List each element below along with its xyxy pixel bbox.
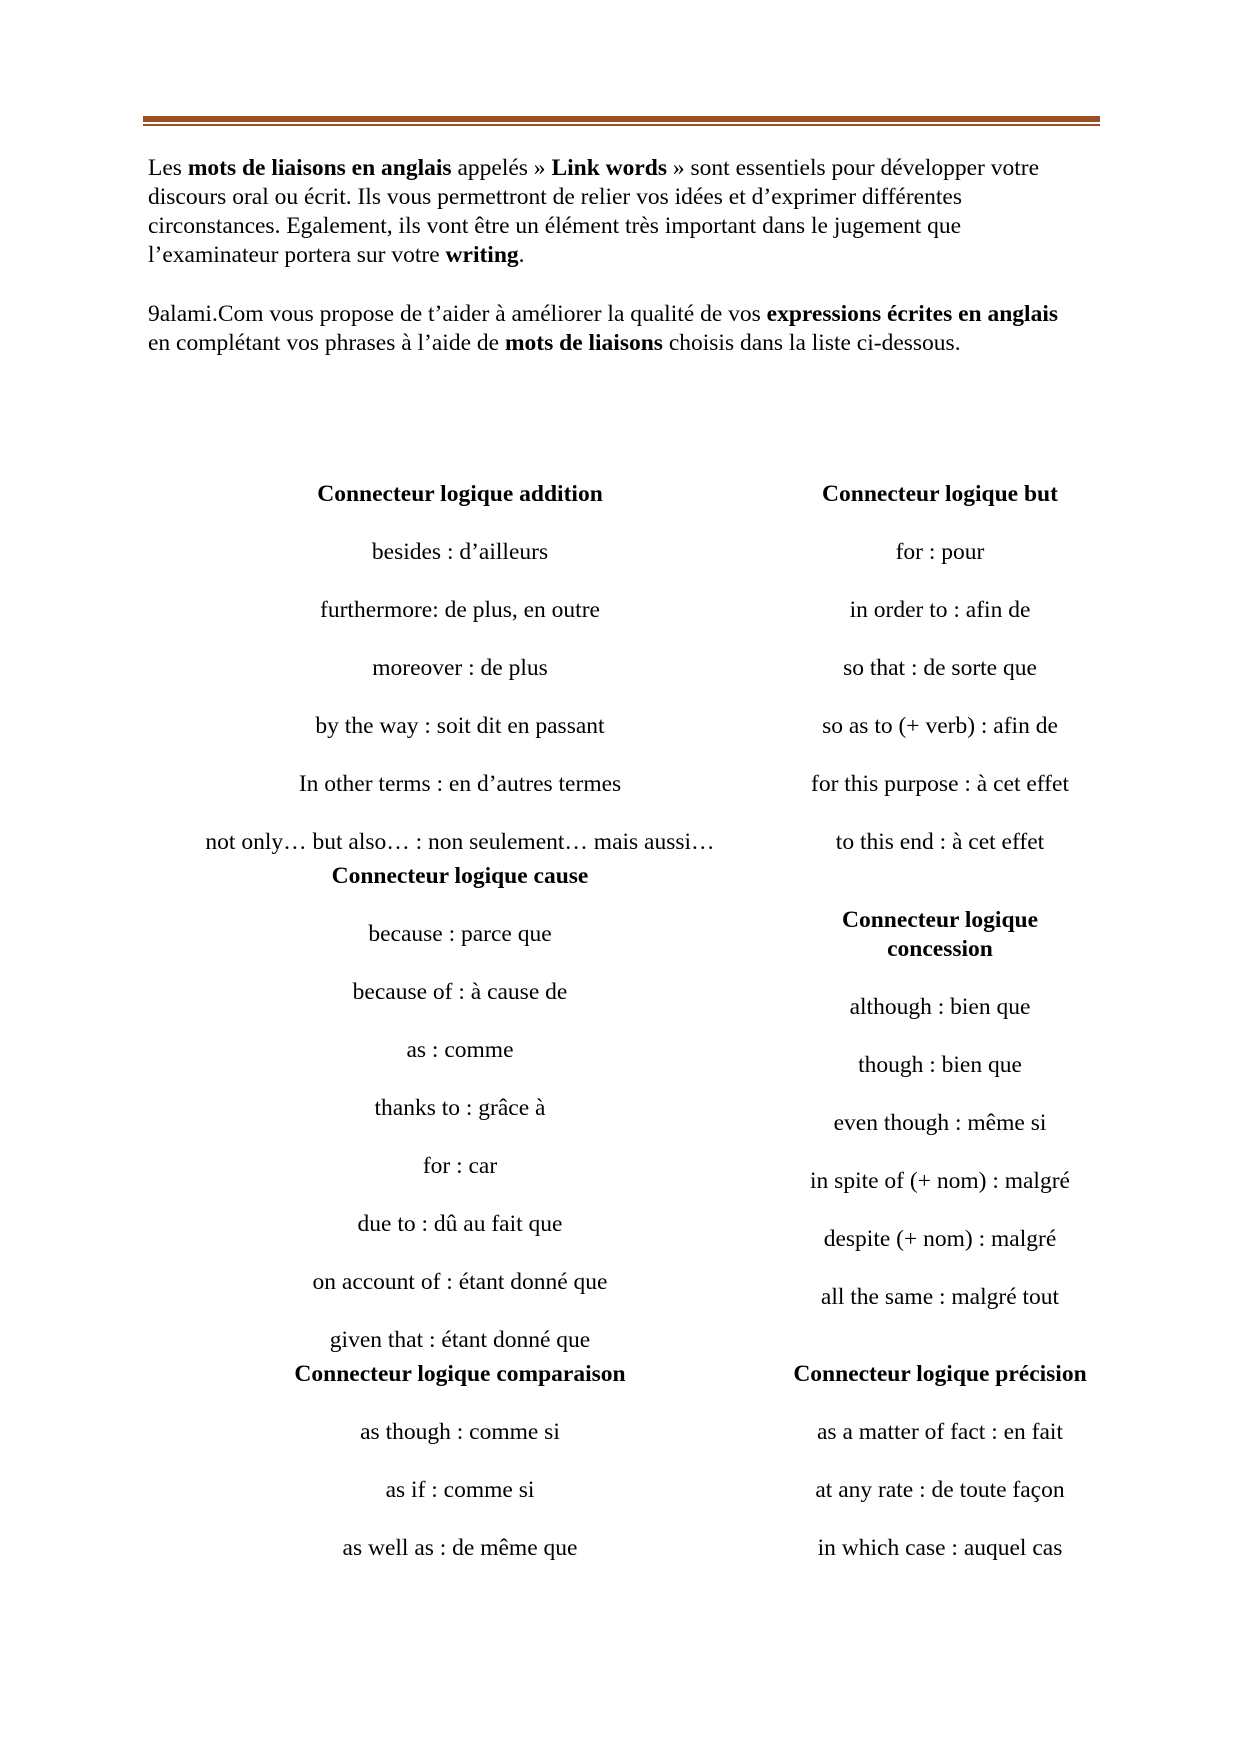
list-item: as a matter of fact : en fait xyxy=(817,1419,1063,1445)
list-item: moreover : de plus xyxy=(372,655,548,681)
list-item: in which case : auquel cas xyxy=(817,1535,1063,1561)
intro-bold: writing xyxy=(445,242,519,268)
list-item: in spite of (+ nom) : malgré xyxy=(810,1168,1070,1194)
section-heading-but: Connecteur logique but xyxy=(822,481,1058,507)
list-item: to this end : à cet effet xyxy=(835,829,1045,855)
intro-bold: mots de liaisons en anglais xyxy=(187,155,452,181)
list-item: In other terms : en d’autres termes xyxy=(298,771,622,797)
list-item: by the way : soit dit en passant xyxy=(315,713,605,739)
section-heading-comparaison: Connecteur logique comparaison xyxy=(294,1361,626,1387)
list-item: all the same : malgré tout xyxy=(820,1284,1060,1310)
list-item: for : car xyxy=(422,1153,498,1179)
list-item: even though : même si xyxy=(833,1110,1047,1136)
list-item: as if : comme si xyxy=(385,1477,535,1503)
intro-bold: mots de liaisons xyxy=(504,330,663,356)
list-item: so as to (+ verb) : afin de xyxy=(822,713,1058,739)
list-item: due to : dû au fait que xyxy=(357,1211,563,1237)
list-item: although : bien que xyxy=(849,994,1031,1020)
section-heading-precision: Connecteur logique précision xyxy=(793,1361,1087,1387)
list-item: because of : à cause de xyxy=(352,979,568,1005)
list-item: for this purpose : à cet effet xyxy=(811,771,1069,797)
list-item: as though : comme si xyxy=(360,1419,560,1445)
column-right xyxy=(770,0,1110,1754)
section-heading-cause: Connecteur logique cause xyxy=(331,863,589,889)
intro-bold: expressions écrites en anglais xyxy=(766,301,1058,327)
section-heading-concession: Connecteur logique concession xyxy=(841,907,1039,962)
list-item: as : comme xyxy=(406,1037,514,1063)
intro-text: choisis dans la liste ci-dessous. xyxy=(662,330,961,356)
intro-text: » sont essentiels pour développer votre discours oral ou écrit. Ils vous permettront de relier vos idées et d’exprimer différentes circonstances. Egalement, ils vont être un élément très important dans le jugement que l’examinateur portera sur votre xyxy=(148,155,1040,268)
intro-text: appelés » xyxy=(451,155,552,181)
list-item: as well as : de même que xyxy=(342,1535,578,1561)
list-item: on account of : étant donné que xyxy=(312,1269,608,1295)
list-item: despite (+ nom) : malgré xyxy=(823,1226,1057,1252)
list-item: not only… but also… : non seulement… mais aussi… xyxy=(205,829,715,855)
intro-bold: Link words xyxy=(551,155,668,181)
list-item: in order to : afin de xyxy=(849,597,1031,623)
list-item: so that : de sorte que xyxy=(843,655,1037,681)
list-item: besides : d’ailleurs xyxy=(371,539,549,565)
list-item: though : bien que xyxy=(858,1052,1022,1078)
intro-text: . xyxy=(518,242,525,268)
intro-text: Les xyxy=(148,155,188,181)
section-heading-addition: Connecteur logique addition xyxy=(317,481,603,507)
list-item: given that : étant donné que xyxy=(329,1327,591,1353)
list-item: furthermore: de plus, en outre xyxy=(320,597,600,623)
column-left xyxy=(160,0,760,1754)
list-item: for : pour xyxy=(895,539,985,565)
list-item: thanks to : grâce à xyxy=(374,1095,546,1121)
intro-text: 9alami.Com vous propose de t’aider à améliorer la qualité de vos xyxy=(148,301,767,327)
list-item: at any rate : de toute façon xyxy=(815,1477,1065,1503)
intro-text: en complétant vos phrases à l’aide de xyxy=(148,330,505,356)
list-item: because : parce que xyxy=(368,921,552,947)
